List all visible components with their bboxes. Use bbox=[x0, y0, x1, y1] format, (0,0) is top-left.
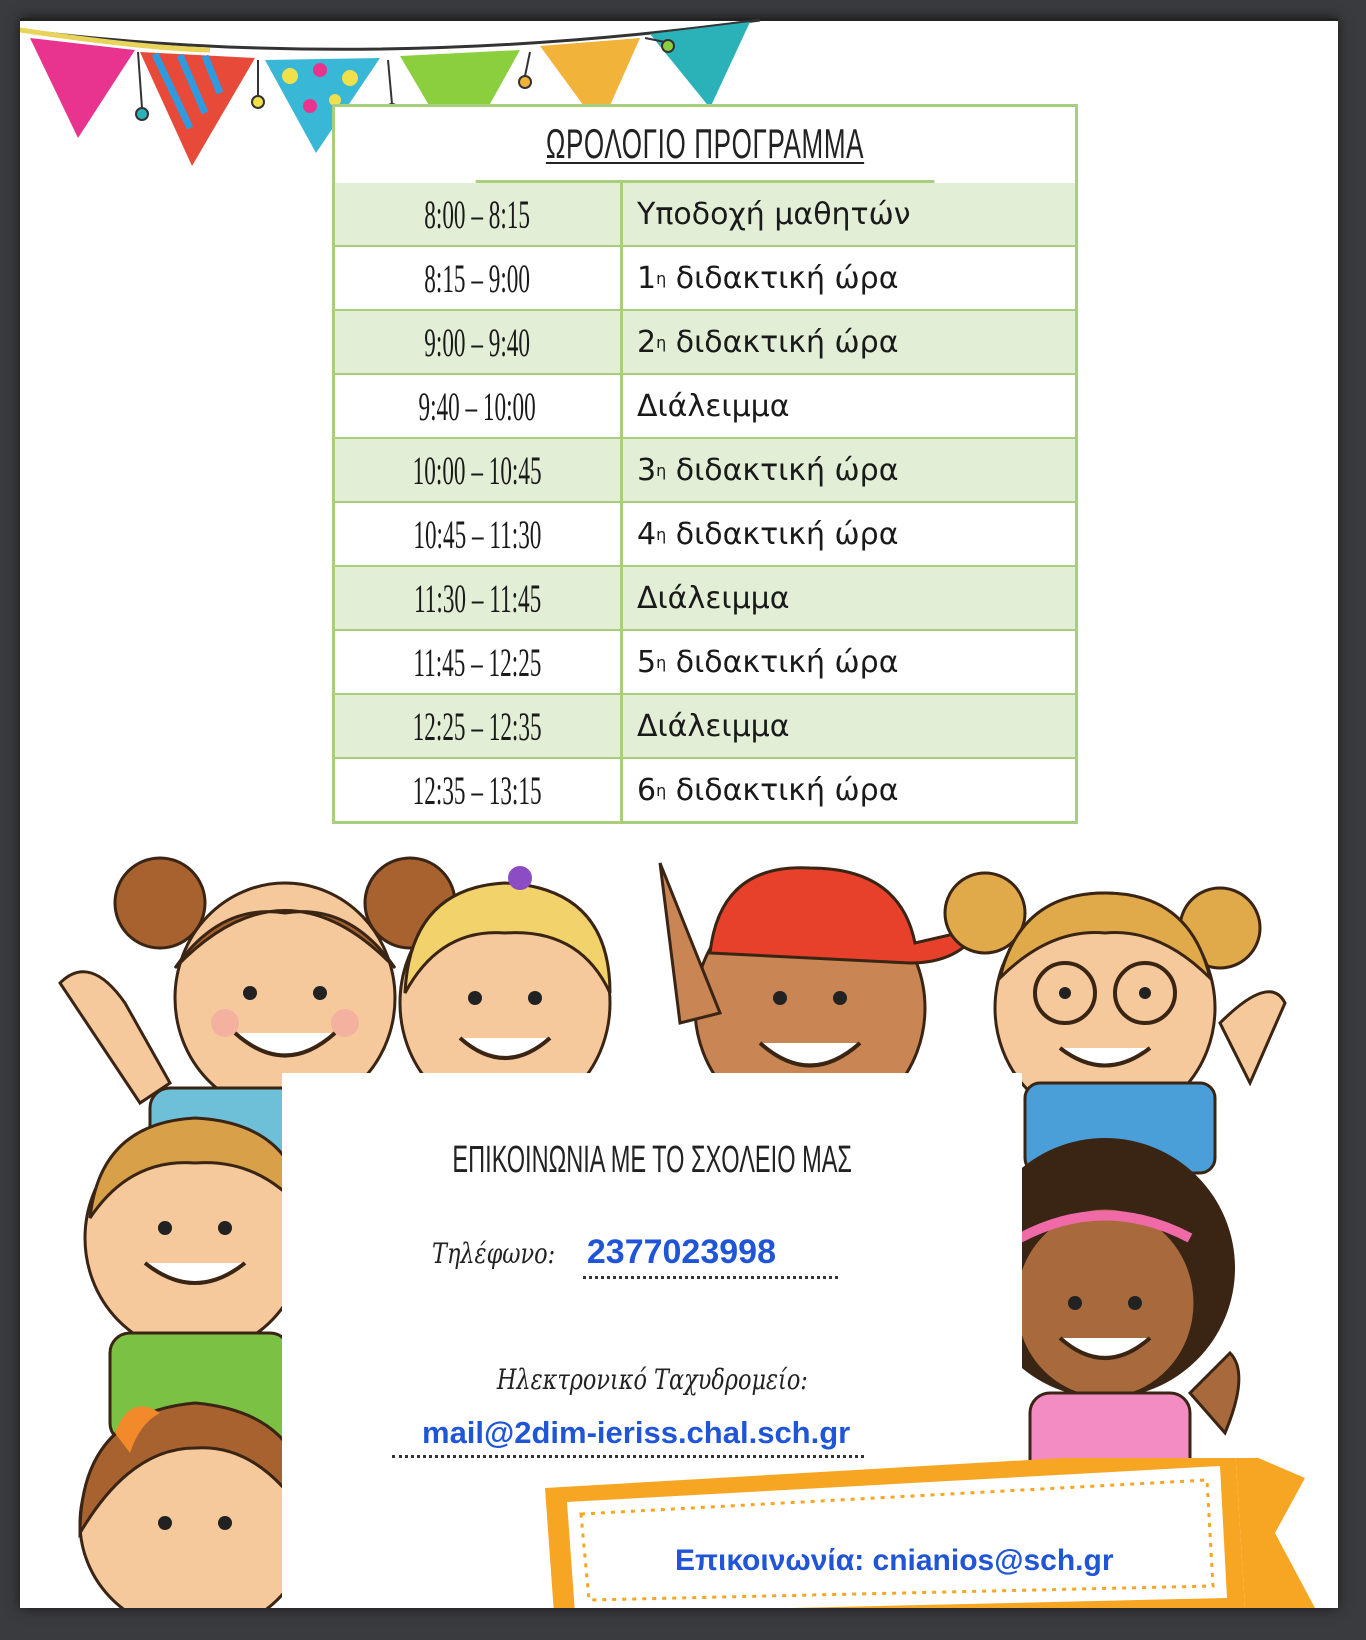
activity-cell bbox=[623, 631, 1075, 693]
time-cell: 10:00 – 10:45 bbox=[335, 439, 623, 501]
ordinal-suffix: η bbox=[656, 780, 667, 800]
activity-label: διδακτική ώρα bbox=[675, 516, 899, 552]
activity-cell bbox=[623, 311, 1075, 373]
ordinal-suffix: η bbox=[656, 332, 667, 352]
time-cell: 9:00 – 9:40 bbox=[335, 311, 623, 373]
time-cell: 12:25 – 12:35 bbox=[335, 695, 623, 757]
time-cell: 8:15 – 9:00 bbox=[335, 247, 623, 309]
contact-title: ΕΠΙΚΟΙΝΩΝΙΑ ΜΕ ΤΟ ΣΧΟΛΕΙΟ ΜΑΣ bbox=[452, 1139, 852, 1181]
ordinal-suffix: η bbox=[656, 524, 667, 544]
email-value[interactable]: mail@2dim-ieriss.chal.sch.gr bbox=[392, 1415, 864, 1458]
table-row bbox=[335, 757, 1075, 821]
time-cell: 9:40 – 10:00 bbox=[335, 375, 623, 437]
table-row bbox=[335, 437, 1075, 501]
activity-label: διδακτική ώρα bbox=[675, 324, 899, 360]
table-row bbox=[335, 309, 1075, 373]
activity-label: διδακτική ώρα bbox=[675, 772, 899, 808]
flyer-page bbox=[20, 18, 1338, 1608]
activity-cell bbox=[623, 183, 1075, 245]
activity-cell bbox=[623, 375, 1075, 437]
ordinal-suffix: η bbox=[656, 268, 667, 288]
ordinal-suffix: η bbox=[656, 460, 667, 480]
schedule-title: ΩΡΟΛΟΓΙΟ ΠΡΟΓΡΑΜΜΑ bbox=[476, 107, 935, 183]
phone-value[interactable]: 2377023998 bbox=[583, 1233, 838, 1279]
time-cell: 10:45 – 11:30 bbox=[335, 503, 623, 565]
ordinal: 6 bbox=[637, 772, 657, 808]
activity-cell bbox=[623, 759, 1075, 821]
schedule-table bbox=[332, 104, 1078, 824]
activity-label: Διάλειμμα bbox=[637, 388, 790, 424]
ribbon-banner bbox=[545, 1458, 1338, 1608]
table-row bbox=[335, 373, 1075, 437]
table-row bbox=[335, 629, 1075, 693]
time-cell: 12:35 – 13:15 bbox=[335, 759, 623, 821]
time-cell: 11:30 – 11:45 bbox=[335, 567, 623, 629]
phone-line bbox=[432, 1233, 838, 1279]
email-label: Ηλεκτρονικό Ταχυδρομείο: bbox=[496, 1363, 808, 1396]
activity-label: διδακτική ώρα bbox=[675, 644, 899, 680]
table-row bbox=[335, 693, 1075, 757]
ordinal: 1 bbox=[637, 260, 657, 296]
activity-cell bbox=[623, 439, 1075, 501]
activity-cell bbox=[623, 567, 1075, 629]
table-row bbox=[335, 183, 1075, 245]
banner-text[interactable]: Επικοινωνία: cnianios@sch.gr bbox=[675, 1544, 1114, 1577]
time-cell: 11:45 – 12:25 bbox=[335, 631, 623, 693]
kid-girl-icon bbox=[80, 1403, 310, 1608]
kid-boy-icon bbox=[85, 1118, 305, 1443]
ordinal: 3 bbox=[637, 452, 657, 488]
phone-label: Τηλέφωνο: bbox=[432, 1237, 556, 1270]
activity-label: διδακτική ώρα bbox=[675, 260, 899, 296]
ordinal: 4 bbox=[637, 516, 657, 552]
ordinal: 2 bbox=[637, 324, 657, 360]
activity-label: Διάλειμμα bbox=[637, 708, 790, 744]
activity-cell bbox=[623, 695, 1075, 757]
time-cell: 8:00 – 8:15 bbox=[335, 183, 623, 245]
activity-label: διδακτική ώρα bbox=[675, 452, 899, 488]
schedule-rows bbox=[335, 183, 1075, 821]
ordinal-suffix: η bbox=[656, 652, 667, 672]
activity-label: Διάλειμμα bbox=[637, 580, 790, 616]
ordinal: 5 bbox=[637, 644, 657, 680]
activity-cell bbox=[623, 247, 1075, 309]
activity-label: Υποδοχή μαθητών bbox=[637, 196, 911, 232]
activity-cell bbox=[623, 503, 1075, 565]
table-row bbox=[335, 501, 1075, 565]
table-row bbox=[335, 245, 1075, 309]
table-row bbox=[335, 565, 1075, 629]
